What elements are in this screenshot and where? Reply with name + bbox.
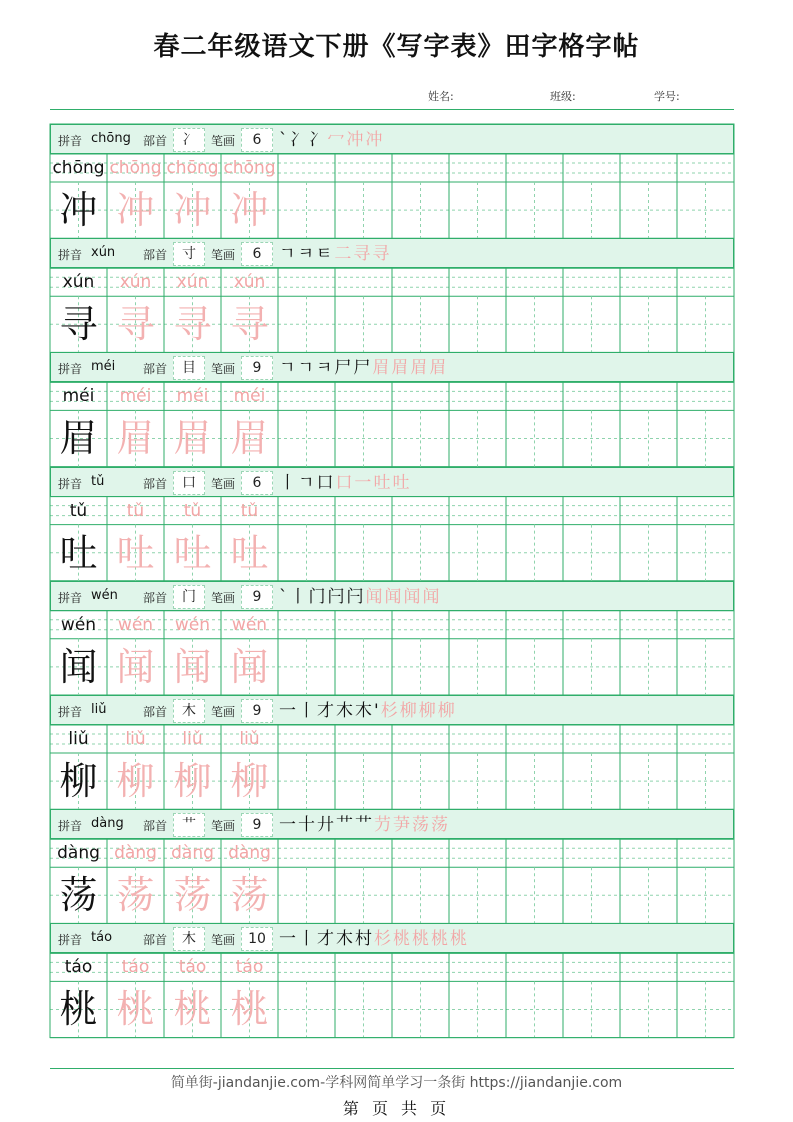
pinyin-model: chōng (52, 158, 105, 178)
stroke-step: 才 (317, 929, 336, 950)
character-trace: 吐 (116, 530, 155, 575)
pinyin-trace: xún (233, 272, 266, 293)
character-practice-row (50, 525, 734, 581)
pinyin-value: tǔ (91, 473, 105, 489)
pinyin-practice-row (50, 725, 734, 753)
practice-block (50, 124, 734, 238)
pinyin-trace: wén (174, 614, 211, 635)
stroke-step: 一 (279, 815, 298, 836)
character-info-header (50, 809, 734, 839)
pinyin-model: méi (62, 386, 95, 407)
radical-value: 寸 (173, 242, 205, 266)
stroke-order (279, 355, 729, 381)
pinyin-value: táo (91, 930, 113, 946)
pinyin-trace: táo (121, 957, 150, 978)
practice-block (50, 467, 734, 581)
character-trace: 闻 (116, 644, 155, 689)
stroke-step: ` (279, 130, 290, 150)
stroke-step: 闻 (384, 586, 404, 607)
pinyin-practice-row (50, 839, 734, 867)
pinyin-trace: liǔ (239, 729, 260, 749)
stroke-step: 闻 (403, 586, 423, 607)
character-trace: 柳 (173, 759, 212, 803)
character-trace: 冲 (116, 188, 155, 232)
stroke-count-label: 笔画 (211, 362, 236, 377)
pinyin-label: 拼音 (58, 933, 83, 948)
character-practice-row (50, 753, 734, 809)
character-practice-row (50, 410, 734, 466)
stroke-order (279, 926, 729, 952)
pinyin-trace: chōng (109, 158, 162, 178)
bottom-divider (50, 1068, 734, 1069)
pinyin-label: 拼音 (58, 590, 83, 605)
pinyin-trace: xún (176, 272, 209, 293)
stroke-order (279, 241, 729, 267)
pinyin-trace: tǔ (240, 500, 259, 521)
practice-block (50, 238, 734, 352)
stroke-count-label: 笔画 (211, 476, 236, 491)
stroke-step: 口一 (335, 472, 374, 493)
page-number: 第 页 共 页 (342, 1099, 451, 1118)
stroke-count-label: 笔画 (211, 933, 236, 948)
stroke-step: ㄱ (297, 358, 316, 379)
character-info-header (50, 238, 734, 268)
stroke-count-label: 笔画 (211, 134, 236, 148)
pinyin-trace: dàng (171, 843, 214, 864)
stroke-order (279, 584, 729, 610)
stroke-step: 寻 (372, 244, 392, 265)
stroke-step: 柳 (399, 701, 419, 721)
practice-block (50, 809, 734, 923)
character-model: 桃 (59, 987, 98, 1032)
stroke-step: 木 (336, 929, 355, 950)
practice-block (50, 352, 734, 466)
stroke-step: 艹 (355, 815, 374, 836)
character-trace: 桃 (173, 987, 212, 1032)
stroke-count-value: 6 (241, 242, 273, 266)
pinyin-label: 拼音 (58, 819, 83, 834)
character-practice-row (50, 296, 734, 352)
character-info-header (50, 352, 734, 382)
character-trace: 眉 (173, 416, 212, 461)
stroke-step: 门 (308, 586, 328, 607)
character-trace: 眉 (230, 416, 269, 461)
pinyin-value: liǔ (91, 702, 107, 717)
character-practice-row (50, 867, 734, 923)
radical-value: 目 (173, 356, 205, 380)
stroke-order (279, 470, 729, 496)
practice-block (50, 695, 734, 809)
pinyin-label: 拼音 (58, 134, 83, 148)
stroke-count-value: 6 (241, 128, 273, 152)
pinyin-trace: táo (235, 957, 264, 978)
character-model: 冲 (59, 188, 98, 232)
stroke-step: 廾 (317, 815, 336, 836)
pinyin-model: liǔ (68, 729, 89, 749)
stroke-step: 丨 (289, 586, 309, 607)
radical-label: 部首 (143, 476, 168, 491)
stroke-step: 桃 (450, 929, 469, 950)
character-practice-row (50, 981, 734, 1037)
character-trace: 柳 (230, 759, 269, 803)
character-trace: 冲 (230, 188, 269, 232)
stroke-step: 吐 (392, 472, 412, 493)
practice-block (50, 923, 734, 1037)
stroke-step: 二 (334, 244, 354, 265)
stroke-count-label: 笔画 (211, 819, 236, 834)
stroke-step: 眉 (372, 358, 392, 379)
radical-label: 部首 (143, 705, 168, 719)
stroke-step: ` (279, 586, 290, 607)
pinyin-trace: tǔ (126, 500, 145, 521)
stroke-step: 才 (317, 701, 336, 721)
character-info-header (50, 581, 734, 611)
stroke-step: 柳 (418, 701, 438, 721)
pinyin-trace: dàng (228, 843, 271, 864)
character-model: 荡 (59, 873, 98, 918)
stroke-step: 杉 (374, 929, 393, 950)
radical-label: 部首 (143, 819, 168, 834)
stroke-step: 一 (279, 929, 298, 950)
character-model: 眉 (59, 416, 98, 461)
stroke-step: 桃 (431, 929, 450, 950)
pinyin-label: 拼音 (58, 705, 83, 719)
pinyin-model: táo (64, 957, 93, 978)
pinyin-trace: xún (119, 272, 152, 293)
stroke-step: 寻 (353, 244, 373, 265)
stroke-step: 木' (355, 701, 381, 721)
pinyin-model: tǔ (69, 500, 88, 521)
stroke-count-value: 9 (241, 813, 273, 837)
stroke-step: 木 (336, 701, 355, 721)
stroke-order (279, 127, 729, 153)
stroke-step: 冲 (365, 130, 385, 150)
stroke-step: 闩 (327, 586, 347, 607)
character-trace: 荡 (173, 873, 212, 918)
radical-value: 冫 (173, 128, 205, 152)
stroke-step: 艹 (336, 815, 355, 836)
character-trace: 吐 (230, 530, 269, 575)
stroke-step: 闻 (365, 586, 385, 607)
character-trace: 寻 (116, 302, 155, 347)
stroke-step: 杉 (380, 701, 400, 721)
character-info-header (50, 467, 734, 497)
stroke-step: 尸 (353, 358, 373, 379)
character-model: 柳 (59, 759, 98, 803)
stroke-step: ㄱ (298, 472, 317, 493)
stroke-step: 十 (298, 815, 317, 836)
pinyin-model: dàng (57, 843, 100, 864)
stroke-step: 芀 (374, 815, 393, 836)
stroke-step: ㄱ (279, 358, 298, 379)
stroke-order (279, 812, 729, 838)
stroke-order (279, 698, 729, 724)
character-trace: 闻 (173, 644, 212, 689)
stroke-step: 桃 (393, 929, 412, 950)
stroke-step: 闩 (346, 586, 366, 607)
stroke-step: 眉 (391, 358, 411, 379)
stroke-count-label: 笔画 (211, 248, 236, 263)
footer-source: 简单街-jiandanjie.com-学科网简单学习一条街 https://jiandanjie.com (170, 1075, 623, 1091)
page-title: 春二年级语文下册《写字表》田字格字帖 (153, 32, 640, 62)
stroke-step: 眉 (429, 358, 449, 379)
stroke-step: ㄱ (279, 244, 298, 265)
pinyin-practice-row (50, 268, 734, 296)
stroke-step: 闻 (422, 586, 442, 607)
stroke-step: 冫 (308, 130, 328, 150)
pinyin-trace: dàng (114, 843, 157, 864)
stroke-count-value: 9 (241, 699, 273, 723)
pinyin-model: xún (62, 272, 95, 293)
pinyin-trace: chōng (223, 158, 276, 178)
pinyin-model: wén (60, 614, 97, 635)
stroke-step: 荡 (431, 815, 450, 836)
stroke-step: 一 (279, 701, 298, 721)
stroke-step: 村 (355, 929, 374, 950)
character-practice-row (50, 639, 734, 695)
pinyin-value: chōng (91, 131, 131, 146)
pinyin-practice-row (50, 154, 734, 182)
radical-label: 部首 (143, 933, 168, 948)
pinyin-practice-row (50, 382, 734, 410)
stroke-step: 口 (316, 472, 336, 493)
stroke-step: 冫 (289, 130, 309, 150)
stroke-step: 荡 (412, 815, 431, 836)
pinyin-value: dàng (91, 816, 124, 832)
stroke-count-value: 6 (241, 471, 273, 495)
pinyin-label: 拼音 (58, 476, 83, 491)
pinyin-trace: tǔ (183, 500, 202, 521)
radical-label: 部首 (143, 134, 168, 148)
practice-block (50, 581, 734, 695)
name-label: 姓名: (428, 90, 454, 103)
stroke-step: 芛 (393, 815, 412, 836)
number-label: 学号: (654, 90, 680, 103)
character-info-header (50, 124, 734, 154)
pinyin-trace: wén (117, 614, 154, 635)
pinyin-practice-row (50, 497, 734, 525)
stroke-step: ㅌ (315, 244, 335, 265)
character-trace: 眉 (116, 416, 155, 461)
pinyin-value: xún (91, 245, 116, 261)
pinyin-trace: liǔ (125, 729, 146, 749)
character-trace: 寻 (230, 302, 269, 347)
stroke-step: 丨 (298, 929, 317, 950)
pinyin-trace: táo (178, 957, 207, 978)
pinyin-value: méi (91, 359, 116, 375)
radical-label: 部首 (143, 248, 168, 263)
stroke-count-label: 笔画 (211, 705, 236, 719)
character-trace: 柳 (116, 759, 155, 803)
character-trace: 冲 (173, 188, 212, 232)
character-trace: 桃 (230, 987, 269, 1032)
stroke-step: 尸 (334, 358, 354, 379)
radical-label: 部首 (143, 362, 168, 377)
radical-value: 口 (173, 471, 205, 495)
radical-value: 木 (173, 699, 205, 723)
pinyin-practice-row (50, 611, 734, 639)
character-model: 闻 (59, 644, 98, 689)
pinyin-trace: méi (233, 386, 266, 407)
stroke-step: 吐 (373, 472, 393, 493)
stroke-count-value: 9 (241, 356, 273, 380)
stroke-step: 丨 (298, 701, 317, 721)
character-practice-row (50, 182, 734, 238)
character-trace: 桃 (116, 987, 155, 1032)
stroke-count-value: 10 (241, 927, 273, 951)
radical-value: 门 (173, 585, 205, 609)
pinyin-trace: méi (119, 386, 152, 407)
character-info-header (50, 695, 734, 725)
pinyin-label: 拼音 (58, 248, 83, 263)
pinyin-trace: wén (231, 614, 268, 635)
pinyin-label: 拼音 (58, 362, 83, 377)
stroke-step: 眉 (410, 358, 430, 379)
character-model: 寻 (59, 302, 98, 347)
stroke-step: 桃 (412, 929, 431, 950)
pinyin-value: wén (91, 587, 118, 603)
character-trace: 闻 (230, 644, 269, 689)
stroke-step: 柳 (437, 701, 457, 721)
stroke-count-label: 笔画 (211, 590, 236, 605)
character-trace: 寻 (173, 302, 212, 347)
pinyin-trace: méi (176, 386, 209, 407)
pinyin-trace: liǔ (182, 729, 203, 749)
character-trace: 荡 (230, 873, 269, 918)
character-info-header (50, 923, 734, 953)
stroke-step: ㅋ (297, 244, 316, 265)
radical-label: 部首 (143, 590, 168, 605)
character-model: 吐 (59, 530, 98, 575)
radical-value: 木 (173, 927, 205, 951)
pinyin-trace: chōng (166, 158, 219, 178)
character-trace: 荡 (116, 873, 155, 918)
class-label: 班级: (550, 90, 576, 103)
stroke-step: 冲 (346, 130, 366, 150)
stroke-count-value: 9 (241, 585, 273, 609)
pinyin-practice-row (50, 953, 734, 981)
radical-value: 艹 (173, 813, 205, 837)
character-trace: 吐 (173, 530, 212, 575)
stroke-step: 冖 (327, 130, 347, 150)
stroke-step: ㅋ (315, 358, 335, 379)
stroke-step: 丨 (279, 472, 298, 493)
